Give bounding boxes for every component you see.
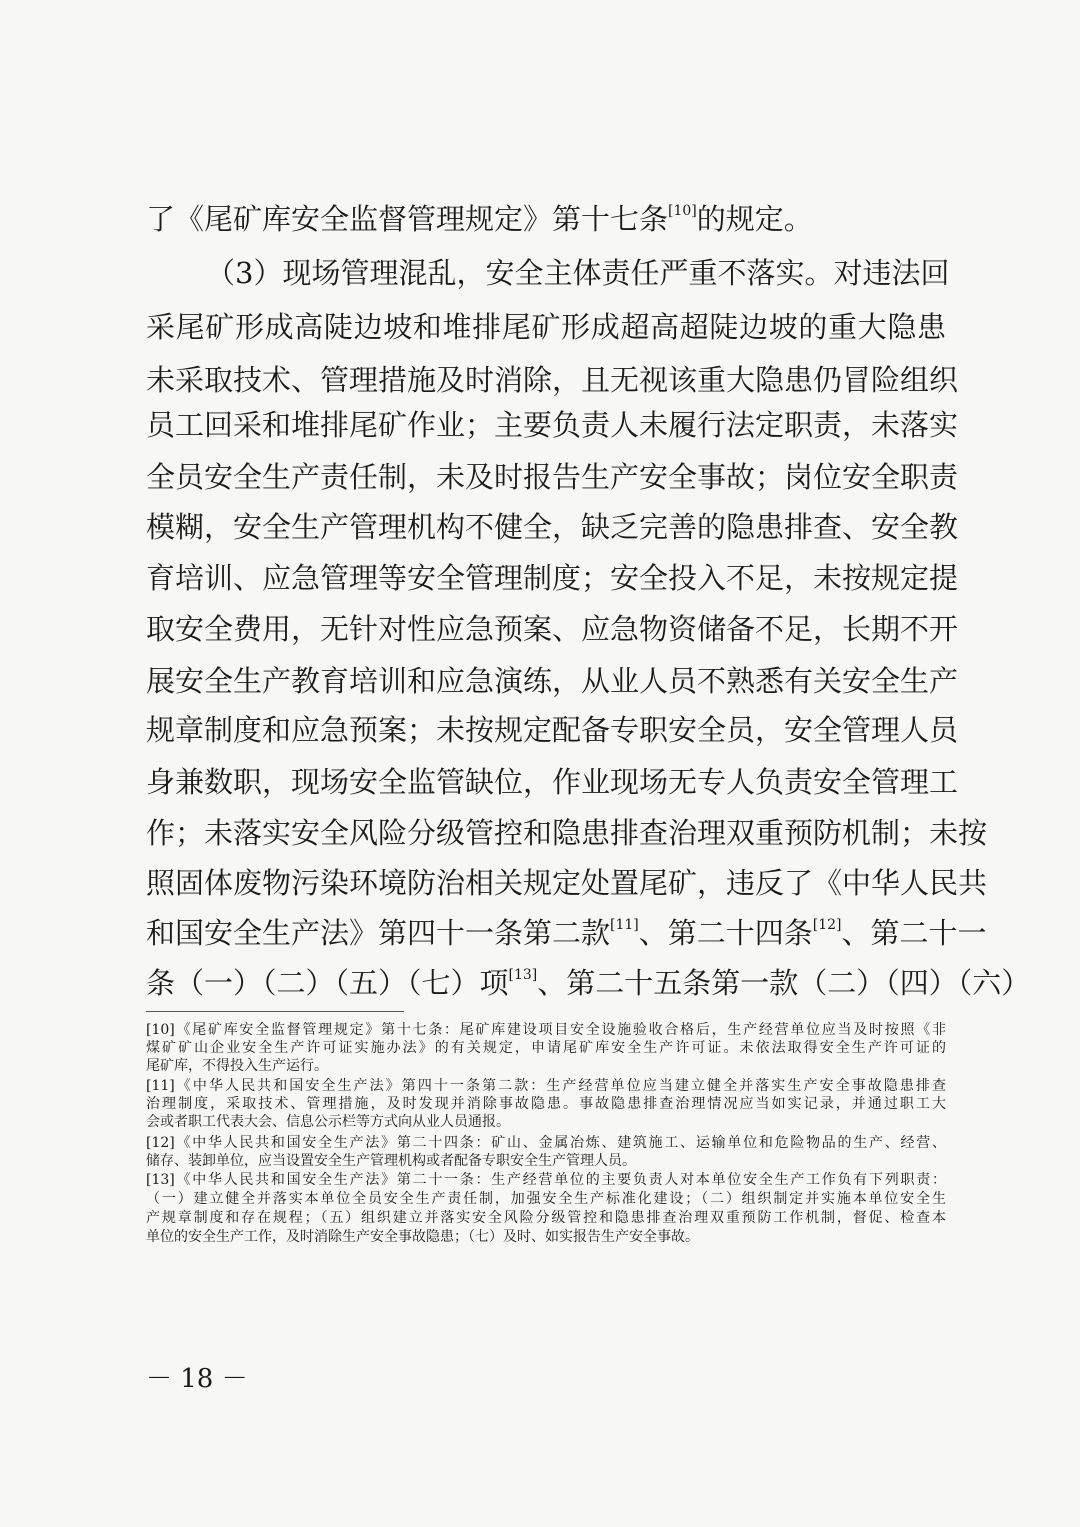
- body-line-10: 展安全生产教育培训和应急演练，从业人员不熟悉有关安全生产: [146, 664, 959, 698]
- footnote-11-line-1: [11]《中华人民共和国安全生产法》第四十一条第二款：生产经营单位应当建立健全并落实生产安全事故隐患排查: [146, 1078, 946, 1094]
- footnote-11-line-2: 治理制度，采取技术、管理措施，及时发现并消除事故隐患。事故隐患排查治理情况应当如实记录，并通过职工大: [146, 1096, 946, 1112]
- footnote-10-line-1: [10]《尾矿库安全监督管理规定》第十七条：尾矿库建设项目安全设施验收合格后，生产经营单位应当及时按照《非: [146, 1022, 946, 1038]
- body-line-15: 和国安全生产法》第四十一条第二款[11]、第二十四条[12]、第二十一: [146, 916, 987, 950]
- footnote-11-line-3: 会或者职工代表大会、信息公示栏等方式向从业人员通报。: [146, 1114, 510, 1130]
- footnote-12-line-1: [12]《中华人民共和国安全生产法》第二十四条：矿山、金属冶炼、建筑施工、运输单位和危险物品的生产、经营、: [146, 1135, 946, 1151]
- footnote-ref-10[interactable]: [10]: [668, 203, 697, 219]
- body-line-3: 采尾矿形成高陡边坡和堆排尾矿形成超高超陡边坡的重大隐患: [146, 310, 946, 344]
- footnote-13-line-4: 单位的安全生产工作，及时消除生产安全事故隐患；（七）及时、如实报告生产安全事故。: [146, 1229, 699, 1245]
- footnote-ref-12[interactable]: [12]: [812, 917, 842, 933]
- footnote-13-line-1: [13]《中华人民共和国安全生产法》第二十一条：生产经营单位的主要负责人对本单位安全生产工作负有下列职责：: [146, 1172, 946, 1188]
- body-line-11: 规章制度和应急预案；未按规定配备专职安全员，安全管理人员: [146, 713, 959, 747]
- footnote-divider: [146, 1011, 404, 1012]
- footnote-ref-11[interactable]: [11]: [610, 917, 639, 933]
- body-line-4: 未采取技术、管理措施及时消除，且无视该重大隐患仍冒险组织: [146, 363, 959, 397]
- footnote-13-line-3: 产规章制度和存在规程；（五）组织建立并落实安全风险分级管控和隐患排查治理双重预防工作机制，督促、检查本: [146, 1210, 946, 1226]
- footnote-ref-13[interactable]: [13]: [508, 967, 538, 983]
- body-line-14: 照固体废物污染环境防治相关规定处置尾矿，违反了《中华人民共: [146, 866, 988, 900]
- body-line-7: 模糊，安全生产管理机构不健全，缺乏完善的隐患排查、安全教: [146, 510, 959, 544]
- body-line-6: 全员安全生产责任制，未及时报告生产安全事故；岗位安全职责: [146, 460, 959, 494]
- body-line-12: 身兼数职，现场安全监管缺位，作业现场无专人负责安全管理工: [146, 765, 959, 799]
- footnote-13-line-2: （一）建立健全并落实本单位全员安全生产责任制，加强安全生产标准化建设；（二）组织制定并实施本单位安全生: [146, 1191, 946, 1207]
- page-number: － 18 －: [146, 1364, 248, 1394]
- body-line-13: 作；未落实安全风险分级管控和隐患排查治理双重预防机制；未按: [146, 816, 988, 850]
- body-line-5: 员工回采和堆排尾矿作业；主要负责人未履行法定职责，未落实: [146, 408, 959, 442]
- body-line-16: 条（一）（二）（五）（七）项[13]、第二十五条第一款（二）（四）（六）: [146, 966, 1031, 1000]
- body-line-1: 了《尾矿库安全监督管理规定》第十七条[10]的规定。: [146, 202, 813, 236]
- paragraph-heading-3: （3）现场管理混乱，安全主体责任严重不落实。对违法回: [206, 256, 950, 290]
- body-line-9: 取安全费用，无针对性应急预案、应急物资储备不足，长期不开: [146, 612, 959, 646]
- body-line-8: 育培训、应急管理等安全管理制度；安全投入不足，未按规定提: [146, 561, 959, 595]
- footnote-10-line-3: 尾矿库，不得投入生产运行。: [146, 1058, 328, 1074]
- footnote-10-line-2: 煤矿矿山企业安全生产许可证实施办法》的有关规定，申请尾矿库安全生产许可证。未依法取得安全生产许可证的: [146, 1040, 946, 1056]
- footnote-12-line-2: 储存、装卸单位，应当设置安全生产管理机构或者配备专职安全生产管理人员。: [146, 1153, 636, 1169]
